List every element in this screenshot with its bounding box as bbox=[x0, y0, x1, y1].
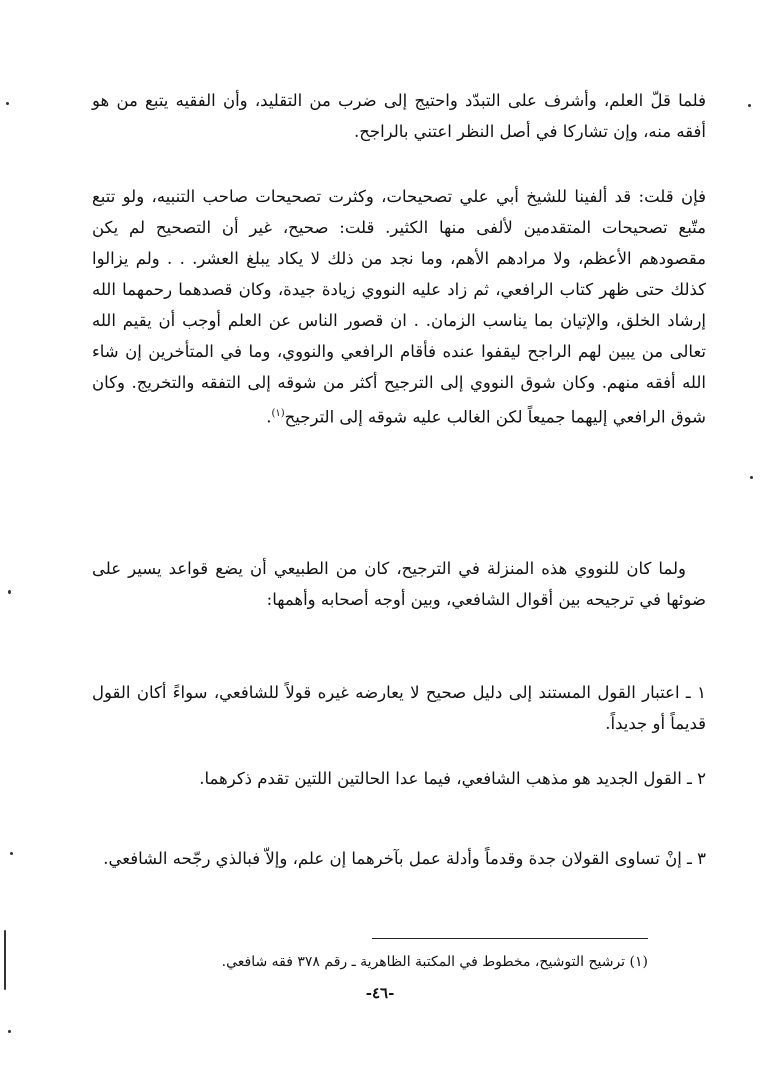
rule-item-1: ١ ـ اعتبار القول المستند إلى دليل صحيح لا يعارضه غيره قولاً للشافعي، سواءً أكان القول قديماً أو جديداً. bbox=[92, 682, 706, 733]
paragraph-2-text: فإن قلت: قد ألفينا للشيخ أبي علي تصحيحات، وكثرت تصحيحات صاحب التنبيه، ولو تتبع متّبع تصحيحات المتقدمين لألفى منها الكثير. قلت: صحيح، غير أن التصحيح لم يكن مقصودهم الأعظم، ولا مرادهم الأهم، وما نجد من ذلك لا يكاد يبلغ العشر. . . ولم يزالوا كذلك حتى ظهر كتاب الرافعي، ثم زاد عليه النووي زيادة جيدة، وكان قصدهما رحمهما الله إرشاد الخلق، والإتيان بما يناسب الزمان. . ان قصور الناس عن العلم أوجب أن يقيم الله تعالى من يبين لهم الراجح ليقفوا عنده فأقام الرافعي والنووي، وما في المتأخرين إن شاء الله أفقه منهم. وكان شوق النووي إلى الترجيح أكثر من شوقه إلى التفقه والتخريج. وكان شوق الرافعي إليهما جميعاً لكن الغالب عليه شوقه إلى الترجيح bbox=[92, 186, 706, 426]
paragraph-1: فلما قلّ العلم، وأشرف على التبدّد واحتيج إلى ضرب من التقليد، وأن الفقيه يتبع من هو أفقه منه، وإن تشاركا في أصل النظر اعتني بالراجح. bbox=[92, 90, 706, 141]
scan-speck bbox=[10, 852, 13, 855]
scan-speck bbox=[748, 104, 751, 107]
scan-speck bbox=[8, 590, 11, 594]
rule-item-3: ٣ ـ إنْ تساوى القولان جدة وقدماً وأدلة عمل بآخرهما إن علم، وإلاّ فبالذي رجّحه الشافعي. bbox=[103, 848, 706, 868]
footnote: (١) ترشيح التوشيح، مخطوط في المكتبة الظاهرية ـ رقم ٣٧٨ فقه شافعي. bbox=[221, 954, 648, 970]
footnote-divider bbox=[372, 938, 648, 939]
page-number: -٤٦- bbox=[365, 984, 395, 1002]
scan-speck bbox=[8, 1030, 11, 1033]
scan-speck bbox=[750, 476, 753, 479]
footnote-reference: (١) bbox=[271, 407, 285, 419]
paragraph-3: ولما كان للنووي هذه المنزلة في الترجيح، كان من الطبيعي أن يضع قواعد يسير على ضوئها في ترجيحه بين أقوال الشافعي، وبين أوجه أصحابه وأهمها: bbox=[92, 558, 706, 609]
rule-item-2: ٢ ـ القول الجديد هو مذهب الشافعي، فيما عدا الحالتين اللتين تقدم ذكرهما. bbox=[199, 768, 706, 788]
scan-mark bbox=[4, 930, 6, 990]
paragraph-2: فإن قلت: قد ألفينا للشيخ أبي علي تصحيحات، وكثرت تصحيحات صاحب التنبيه، ولو تتبع متّبع تصحيحات المتقدمين لألفى منها الكثير. قلت: صحيح، غير أن التصحيح لم يكن مقصودهم الأعظم، ولا مرادهم الأهم، وما نجد من ذلك لا يكاد يبلغ العشر. . . ولم يزالوا كذلك حتى ظهر كتاب الرافعي، ثم زاد عليه النووي زيادة جيدة، وكان قصدهما رحمهما الله إرشاد الخلق، والإتيان بما يناسب الزمان. . ان قصور الناس عن العلم أوجب أن يقيم الله تعالى من يبين لهم الراجح ليقفوا عنده فأقام الرافعي والنووي، وما في المتأخرين إن شاء الله أفقه منهم. وكان شوق النووي إلى الترجيح أكثر من شوقه إلى التفقه والتخريج. وكان شوق الرافعي إليهما جميعاً لكن الغالب عليه شوقه إلى الترجيح$^{(١)}$. bbox=[92, 186, 706, 426]
scan-speck bbox=[6, 102, 9, 105]
